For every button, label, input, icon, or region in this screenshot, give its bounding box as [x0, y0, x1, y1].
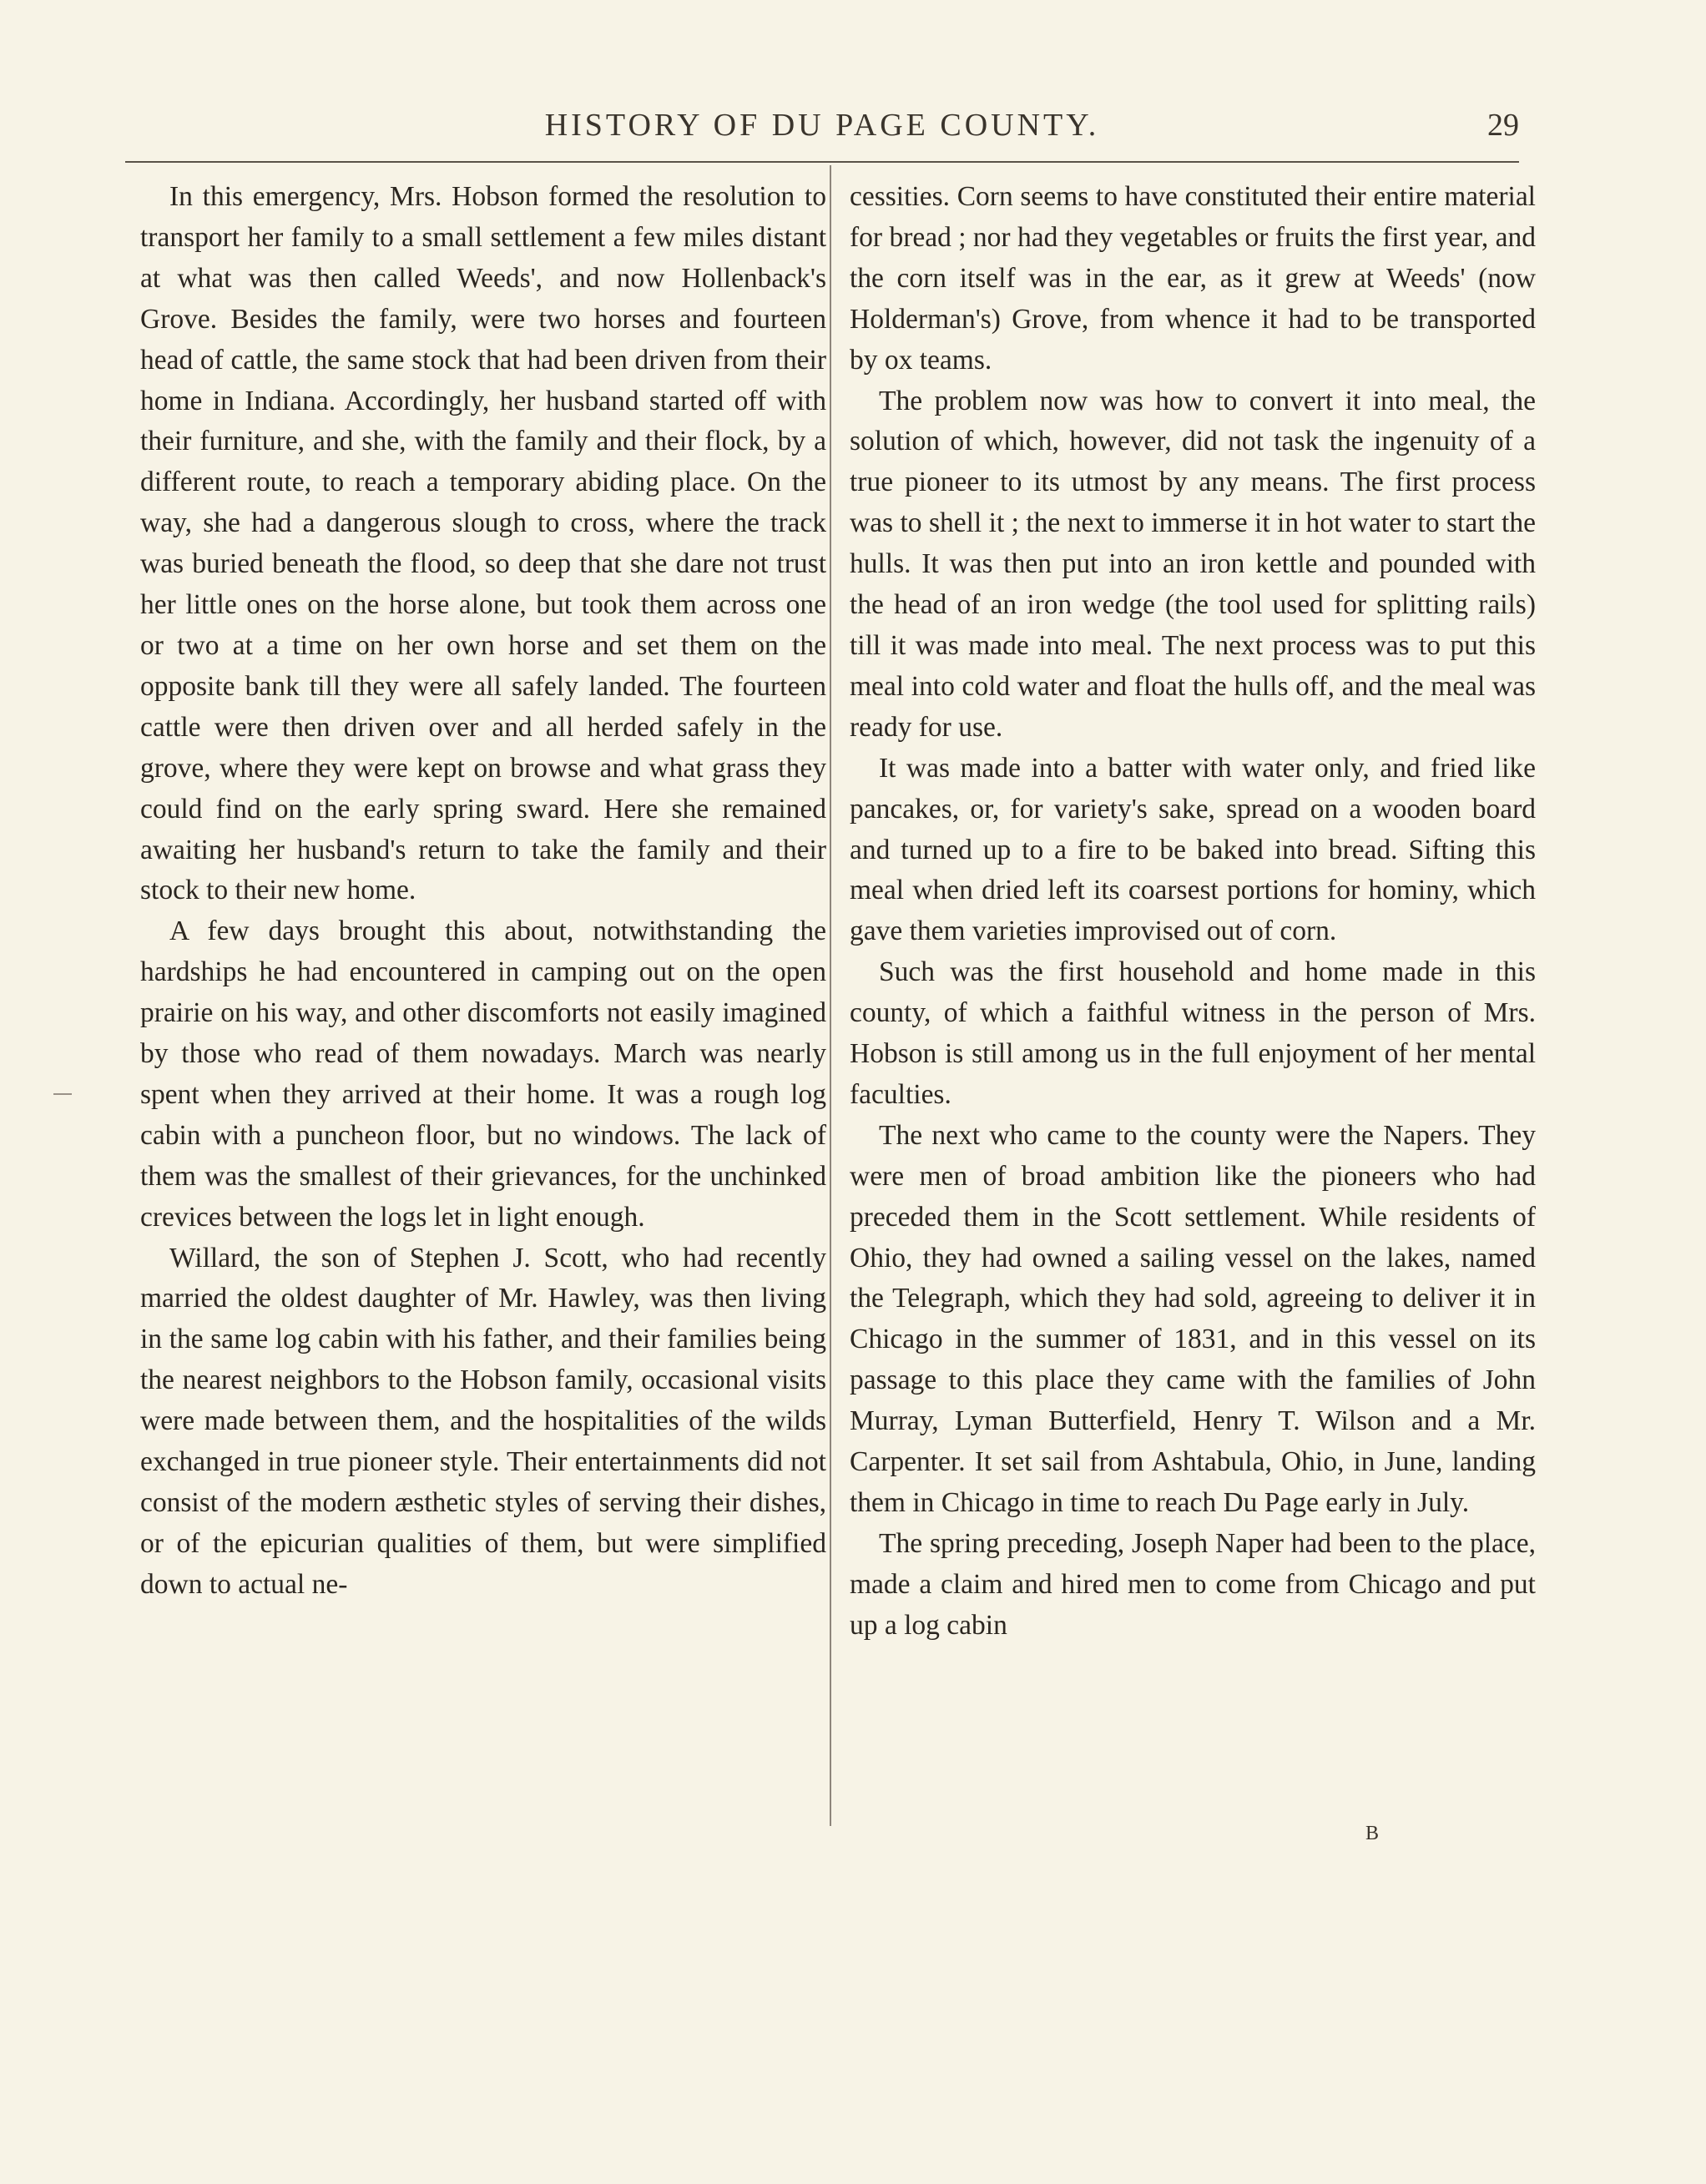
paragraph: Such was the first household and home made in this county, of which a faithful witness in the person of Mrs. Hobson is still among us in the full enjoyment of her mental faculties. [850, 956, 1536, 1110]
paragraph: The problem now was how to convert it into meal, the solution of which, however, did not task the ingenuity of a true pioneer to its utmost by any means. The first process was to shell it ; the next to immerse it in hot water to start the hulls. It was then put into an iron kettle and pounded with the head of an iron wedge (the tool used for splitting rails) till it was made into meal. The next process was to put this meal into cold water and float the hulls off, and the meal was ready for use. [850, 385, 1536, 743]
paragraph: The next who came to the county were the Napers. They were men of broad ambition like the pioneers who had preceded them in the Scott settlement. While residents of Ohio, they had owned a sailing vessel on the lakes, named the Telegraph, which they had sold, agreeing to deliver it in Chicago in the summer of 1831, and in this vessel on its passage to this place they came with the families of John Murray, Lyman Butterfield, Henry T. Wilson and a Mr. Carpenter. It set sail from Ashtabula, Ohio, in June, landing them in Chicago in time to reach Du Page early in July. [850, 1119, 1536, 1518]
page-number: 29 [1487, 108, 1519, 143]
signature-mark: B [1365, 1823, 1380, 1844]
paragraph: A few days brought this about, notwithstanding the hardships he had encountered in camping out on the open prairie on his way, and other discomforts not easily imagined by those who read of them nowadays. March was nearly spent when they arrived at their home. It was a rough log cabin with a puncheon floor, but no windows. The lack of them was the smallest of their grievances, for the unchinked crevices between the logs let in light enough. [140, 915, 826, 1233]
paragraph-continued: cessities. Corn seems to have constituted their entire material for bread ; nor had they vegetables or fruits the first year, and the corn itself was in the ear, as it grew at Weeds' (now Holderman's) Grove, from whence it had to be transported by ox teams. [850, 181, 1536, 376]
paragraph: The spring preceding, Joseph Naper had been to the place, made a claim and hired men to come from Chicago and put up a log cabin [850, 1527, 1536, 1641]
paragraph: In this emergency, Mrs. Hobson formed the resolution to transport her family to a small settlement a few miles distant at what was then called Weeds', and now Hollenback's Grove. Besides the family, were two horses and fourteen head of cattle, the same stock that had been driven from their home in Indiana. Accordingly, her husband started off with their furniture, and she, with the family and their flock, by a different route, to reach a temporary abiding place. On the way, she had a dangerous slough to cross, where the track was buried beneath the flood, so deep that she dare not trust her little ones on the horse alone, but took them across one or two at a time on her own horse and set them on the opposite bank till they were all safely landed. The fourteen cattle were then driven over and all herded safely in the grove, where they were kept on browse and what grass they could find on the early spring sward. Here she remained awaiting her husband's return to take the family and their stock to their new home. [140, 181, 826, 906]
running-header [125, 107, 1519, 154]
running-title: HISTORY OF DU PAGE COUNTY. [544, 108, 1100, 143]
margin-mark [53, 1093, 72, 1095]
left-column [140, 177, 826, 1606]
paragraph: It was made into a batter with water only, and fried like pancakes, or, for variety's sake, spread on a wooden board and turned up to a fire to be baked into bread. Sifting this meal when dried left its coarsest portions for hominy, which gave them varieties improvised out of corn. [850, 752, 1536, 947]
column-divider [830, 165, 831, 1826]
paragraph: Willard, the son of Stephen J. Scott, who had recently married the oldest daughter of Mr. Hawley, was then living in the same log cabin with his father, and their families being the nearest neighbors to the Hobson family, occasional visits were made between them, and the hospitalities of the wilds exchanged in true pioneer style. Their entertainments did not consist of the modern æsthetic styles of serving their dishes, or of the epicurian qualities of them, but were simplified down to actual ne- [140, 1242, 826, 1600]
right-column [850, 177, 1536, 1647]
header-rule [125, 161, 1519, 163]
